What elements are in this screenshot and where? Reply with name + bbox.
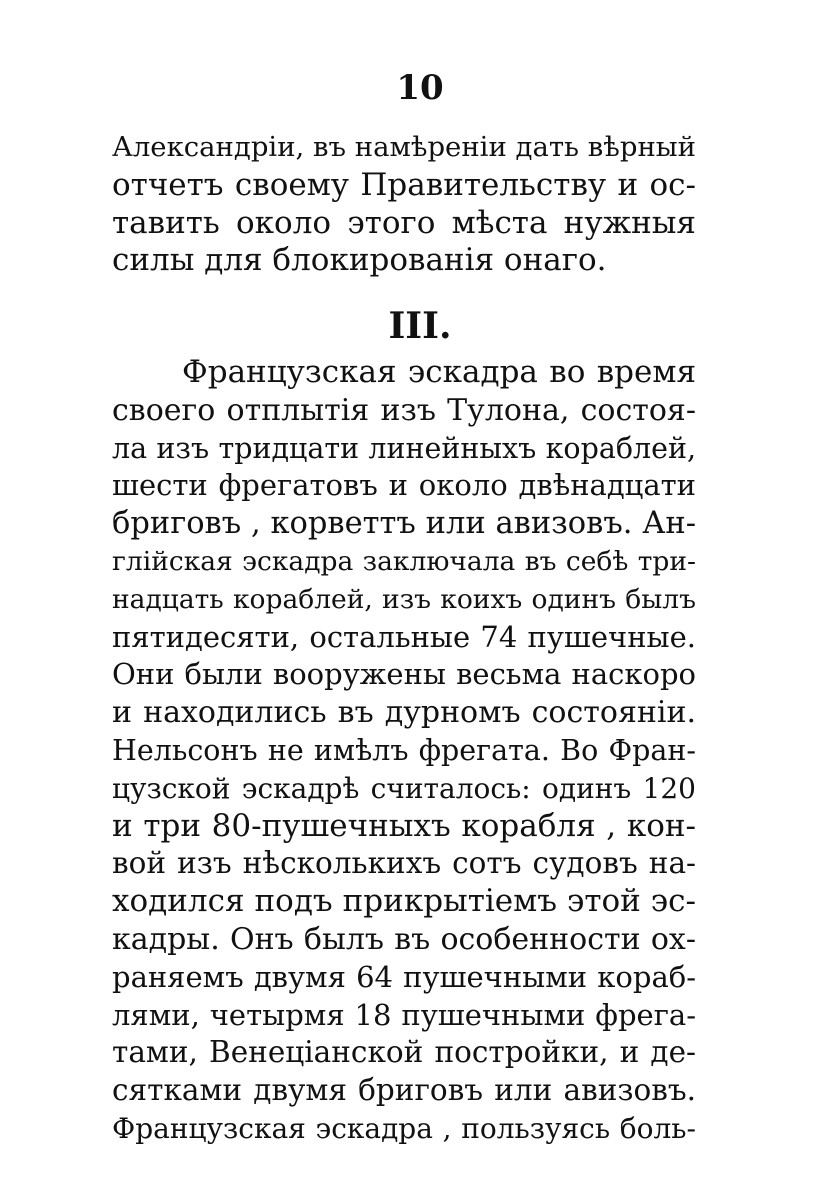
text-line: пятидесяти, остальные 74 пушечные.	[112, 619, 696, 654]
text-line: Французская эскадра во время	[182, 354, 696, 390]
text-line: Нельсонъ не имѣлъ фрегата. Во Фран-	[112, 733, 696, 767]
text-line: раняемъ двумя 64 пушечными кораб-	[112, 959, 696, 994]
text-line: цузской эскадрѣ считалось: одинъ 120	[112, 771, 696, 805]
section-heading: III.	[388, 305, 452, 347]
text-line: бриговъ , корветтъ или авизовъ. Ан-	[112, 506, 696, 542]
text-line: лями, четырмя 18 пушечными фрега-	[112, 997, 696, 1032]
page-number: 10	[396, 68, 444, 108]
text-line: ла изъ тридцати линейныхъ кораблей,	[112, 431, 696, 465]
text-line: отчетъ своему Правительству и ос-	[112, 166, 696, 203]
text-line: Александріи, въ намѣреніи дать вѣрный	[112, 131, 696, 163]
text-line: и три 80-пушечныхъ корабля , кон-	[112, 807, 696, 844]
text-line: и находились въ дурномъ состояніи.	[112, 695, 696, 731]
text-line: кадры. Онъ былъ въ особенности ох-	[112, 921, 696, 957]
text-line: своего отплытія изъ Тулона, состоя-	[112, 392, 696, 428]
text-line: вой изъ нѣсколькихъ сотъ судовъ на-	[112, 846, 696, 881]
text-line: Они были вооружены весьма наскоро	[112, 657, 696, 692]
continuation-paragraph	[112, 129, 696, 280]
text-line: силы для блокированія онаго.	[112, 242, 607, 279]
text-line: сятками двумя бриговъ или авизовъ.	[112, 1073, 696, 1108]
text-line: шести фрегатовъ и около двѣнадцати	[112, 468, 696, 503]
text-line: тами, Венеціанской постройки, и де-	[112, 1035, 696, 1070]
text-line: ходился подъ прикрытіемъ этой эс-	[112, 883, 696, 920]
text-line: Французская эскадра , пользуясь боль-	[112, 1111, 696, 1145]
text-line: тавить около этого мѣста нужныя	[112, 204, 696, 241]
section-paragraph	[112, 354, 696, 1148]
text-line: надцать кораблей, изъ коихъ одинъ былъ	[112, 583, 696, 615]
text-line: глійская эскадра заключала въ себѣ три-	[112, 545, 696, 577]
